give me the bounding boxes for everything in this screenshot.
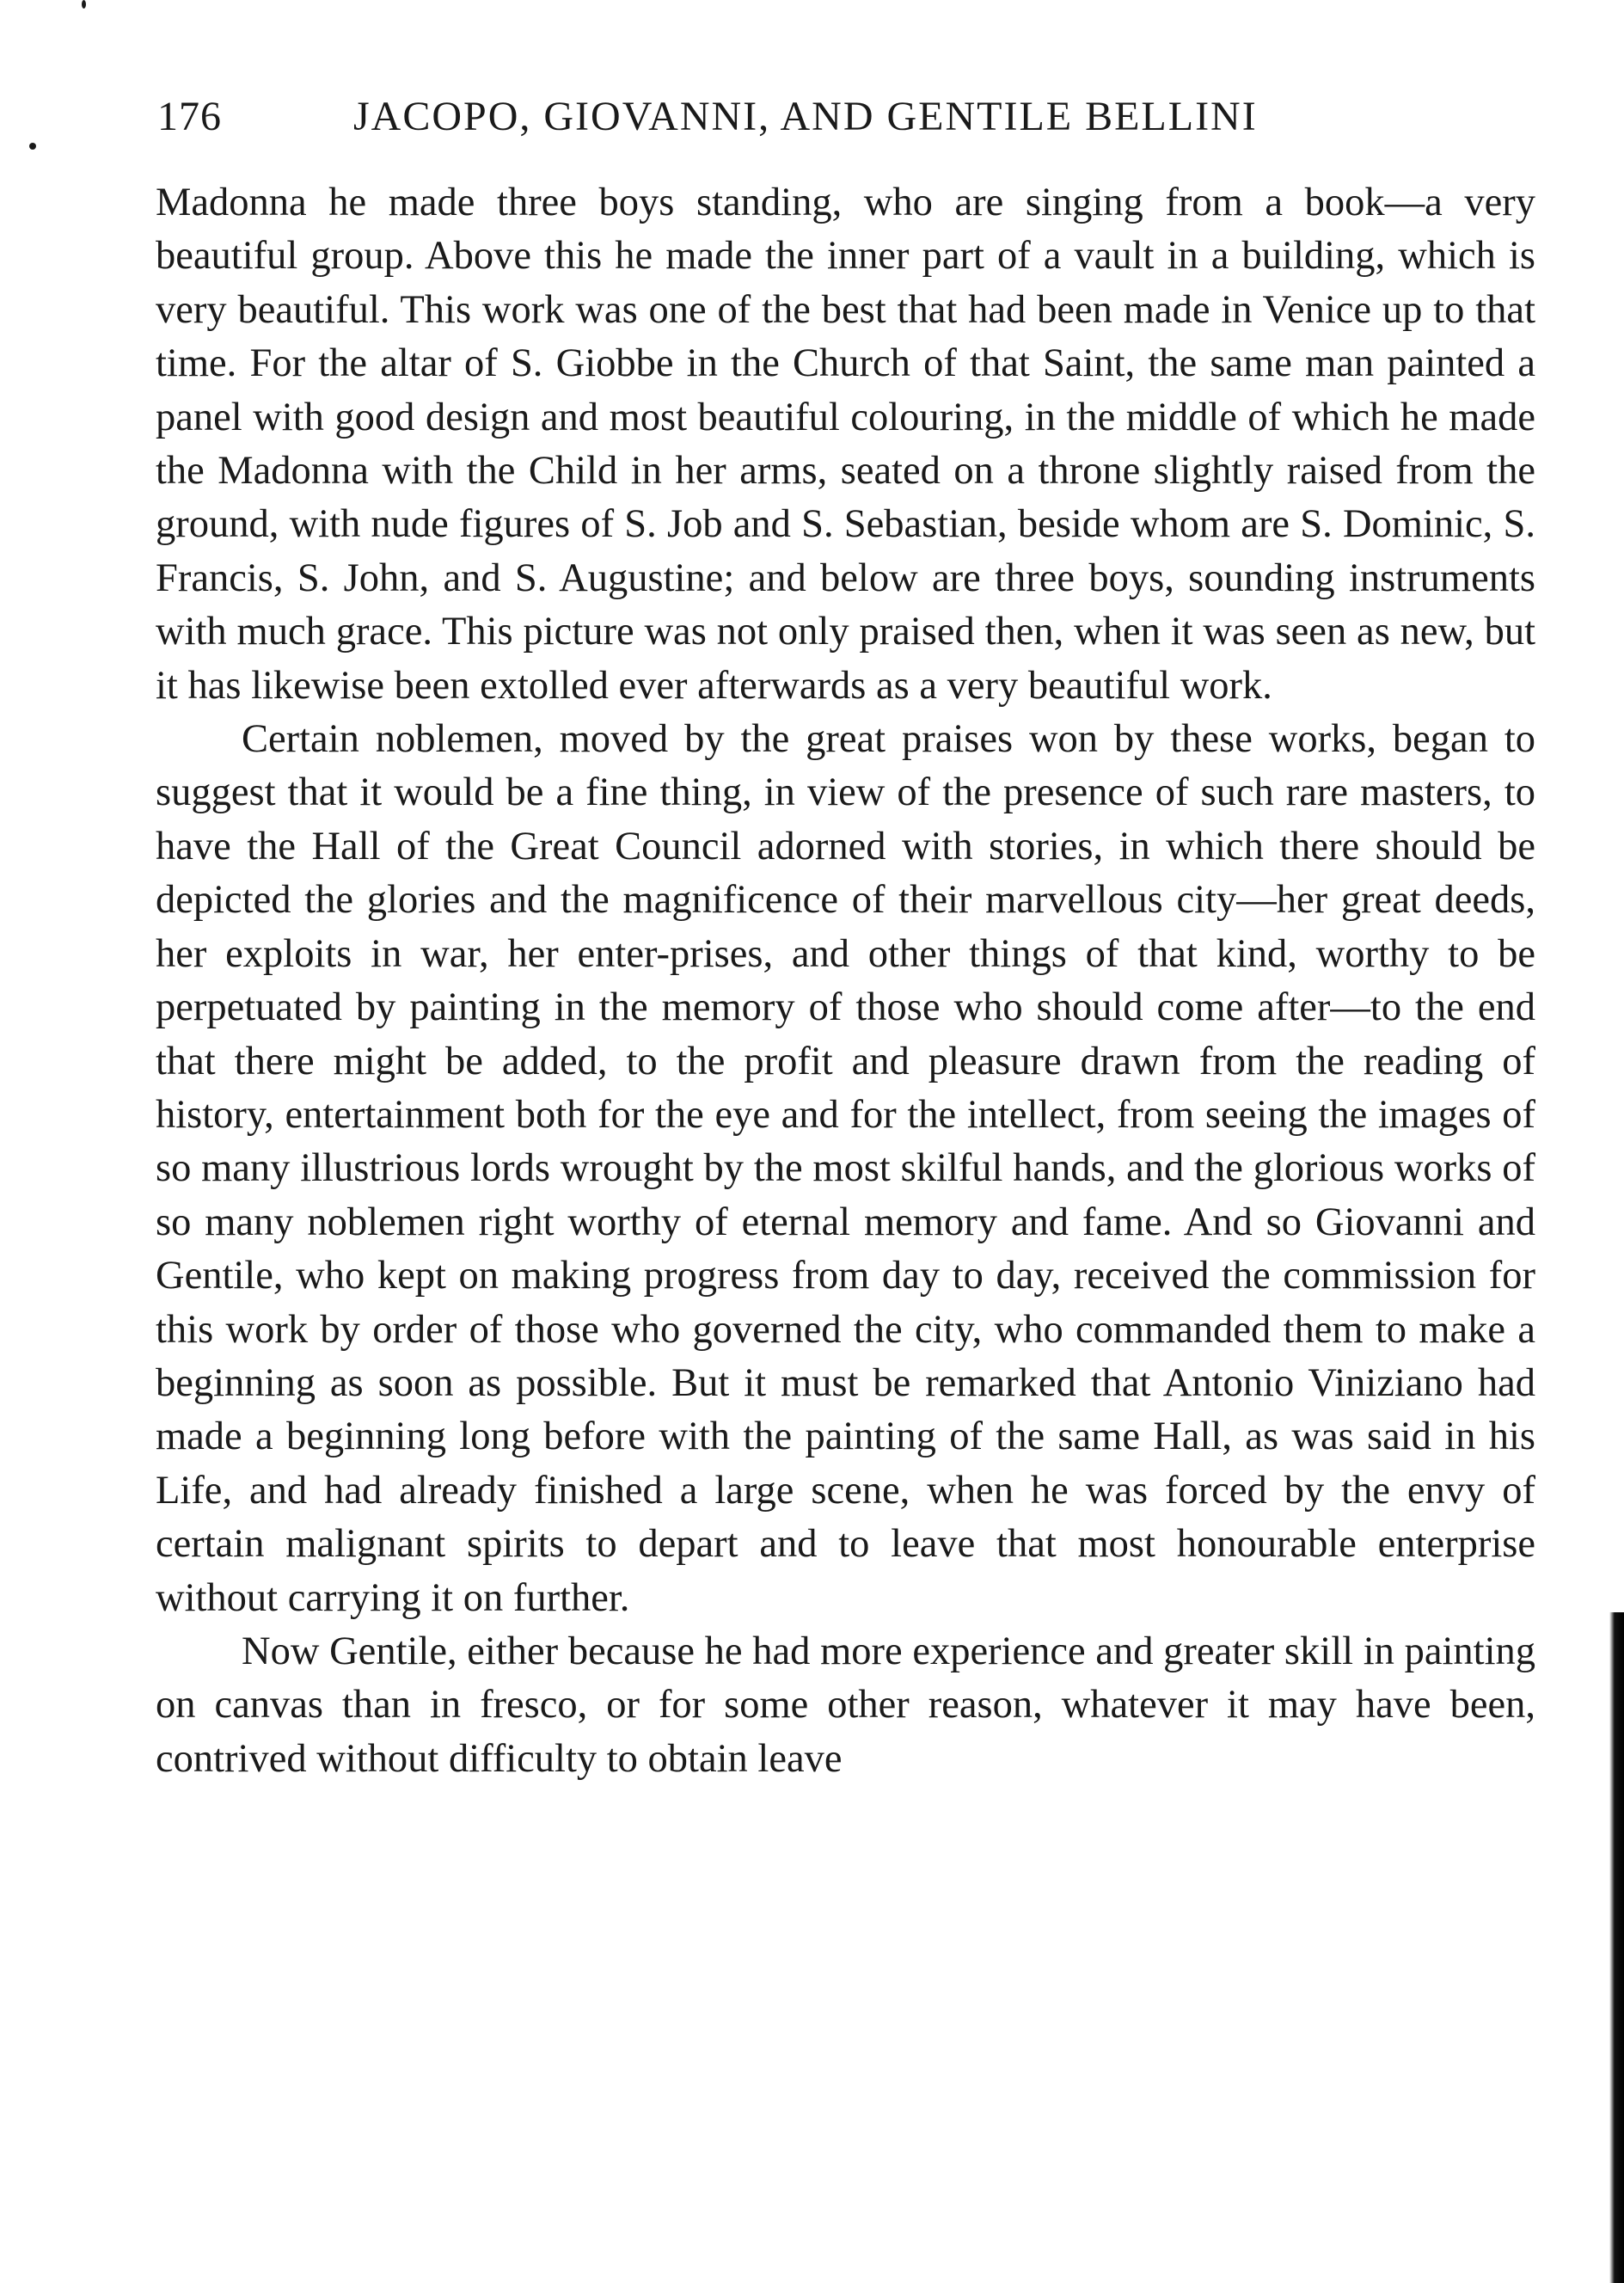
paragraph: Now Gentile, either because he had more experience and greater skill in painting on canvas than in fresco, or for some other reason, whatever it may have been, contrived without difficulty to obtain leave: [156, 1629, 1535, 1781]
page-edge-shadow: [1609, 1612, 1624, 2283]
page-number: 176: [157, 94, 222, 139]
paragraph-continued: Madonna he made three boys standing, who are singing from a book—a very beautiful group. Above this he made the inner part of a vault in a building, which is very beautiful. This work was one of the best that had been made in Venice up to that time. For the altar of S. Giobbe in the Church of that Saint, the same man painted a panel with good design and most beautiful colouring, in the middle of which he made the Madonna with the Child in her arms, seated on a throne slightly raised from the ground, with nude figures of S. Job and S. Sebastian, beside whom are S. Dominic, S. Francis, S. John, and S. Augustine; and below are three boys, sounding instruments with much grace. This picture was not only praised then, when it was seen as new, but it has likewise been extolled ever afterwards as a very beautiful work.: [156, 181, 1535, 708]
page-header: [157, 93, 1370, 153]
running-head: JACOPO, GIOVANNI, AND GENTILE BELLINI: [353, 94, 1258, 139]
scan-speck: [29, 143, 36, 150]
scan-speck: [82, 0, 86, 9]
body-text: [156, 176, 1535, 1786]
paragraph: Certain noblemen, moved by the great praises won by these works, began to suggest that it would be a fine thing, in view of the presence of such rare masters, to have the Hall of the Great Council adorned with stories, in which there should be depicted the glories and the magnificence of their marvellous city—her great deeds, her exploits in war, her enter-prises, and other things of that kind, worthy to be perpetuated by painting in the memory of those who should come after—to the end that there might be added, to the profit and pleasure drawn from the reading of history, entertainment both for the eye and for the intellect, from seeing the images of so many illustrious lords wrought by the most skilful hands, and the glorious works of so many noblemen right worthy of eternal memory and fame. And so Giovanni and Gentile, who kept on making progress from day to day, received the commission for this work by order of those who governed the city, who commanded them to make a beginning as soon as possible. But it must be remarked that Antonio Viniziano had made a beginning long before with the painting of the same Hall, as was said in his Life, and had already finished a large scene, when he was forced by the envy of certain malignant spirits to depart and to leave that most honourable enterprise without carrying it on further.: [156, 717, 1535, 1620]
